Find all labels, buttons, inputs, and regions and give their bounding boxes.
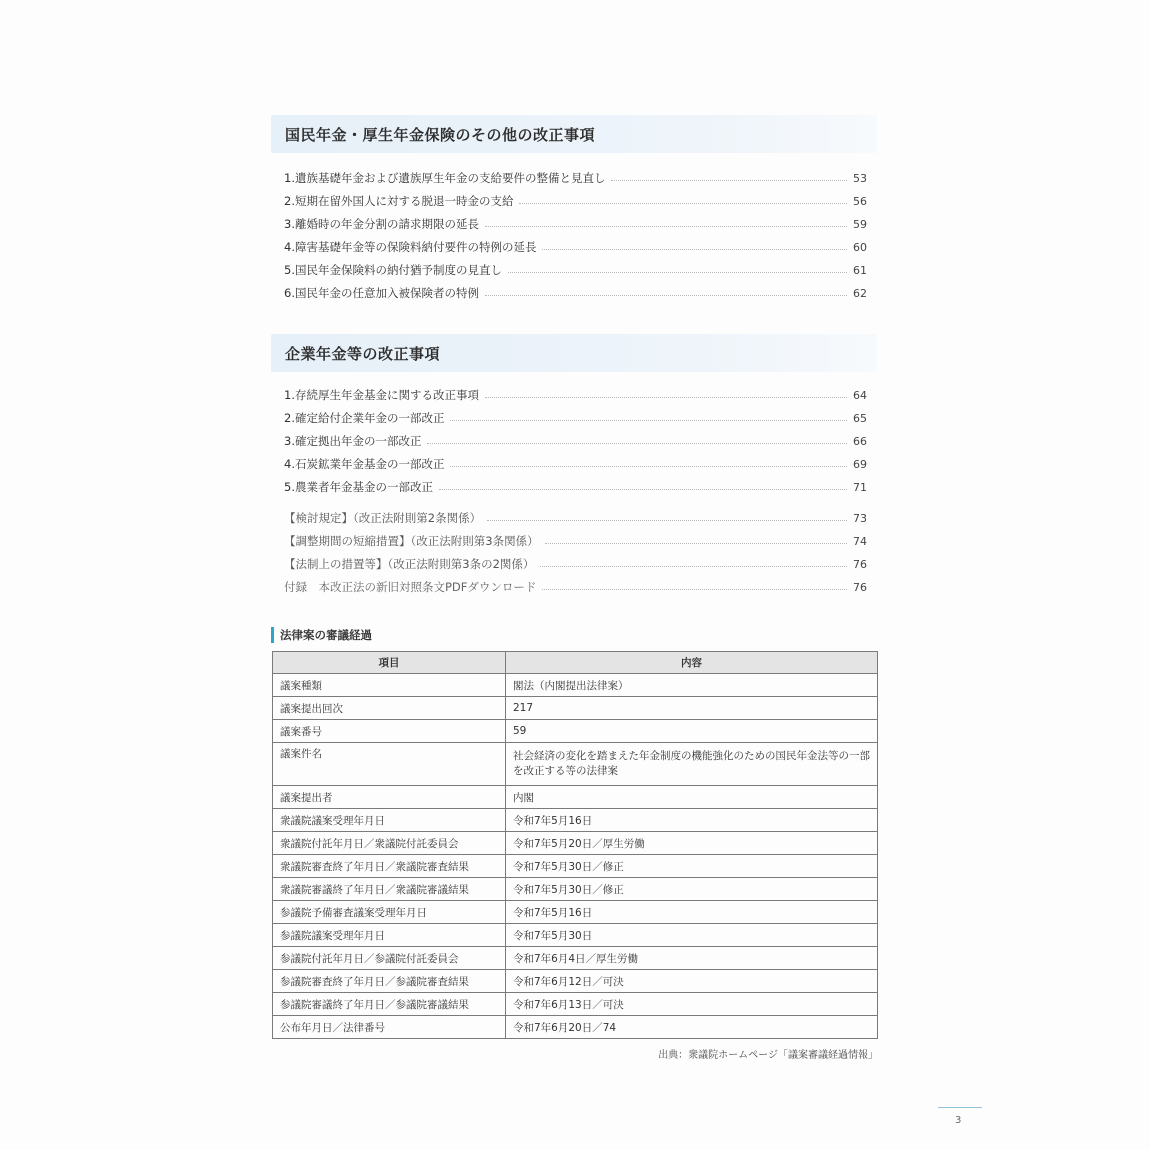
toc-item-label: 付録 本改正法の新旧対照条文PDFダウンロード <box>284 580 537 594</box>
leader-dots <box>519 203 847 204</box>
toc-item-page: 65 <box>853 411 867 425</box>
cell-content: 社会経済の変化を踏まえた年金制度の機能強化のための国民年金法等の一部を改正する等の法律案 <box>506 743 878 786</box>
toc-item-page: 73 <box>853 511 867 525</box>
cell-item: 参議院議案受理年月日 <box>273 924 506 947</box>
section-header-national-pension <box>271 115 877 153</box>
toc-item-label: 2.短期在留外国人に対する脱退一時金の支給 <box>284 194 514 208</box>
toc-item[interactable] <box>284 410 867 426</box>
toc-item-page: 76 <box>853 557 867 571</box>
toc-item-label: 5.農業者年金基金の一部改正 <box>284 480 433 494</box>
table-row <box>273 786 878 809</box>
toc-appendix-item[interactable] <box>284 579 867 595</box>
leader-dots <box>450 466 847 467</box>
toc-item-page: 76 <box>853 580 867 594</box>
cell-item: 公布年月日／法律番号 <box>273 1016 506 1039</box>
leader-dots <box>487 520 847 521</box>
table-row <box>273 1016 878 1039</box>
table-row <box>273 924 878 947</box>
toc-item-page: 62 <box>853 286 867 300</box>
toc-item-page: 60 <box>853 240 867 254</box>
column-header-item: 項目 <box>273 652 506 674</box>
cell-item: 参議院予備審査議案受理年月日 <box>273 901 506 924</box>
toc-item-page: 71 <box>853 480 867 494</box>
toc-item[interactable] <box>284 285 867 301</box>
cell-content: 令和7年6月4日／厚生労働 <box>506 947 878 970</box>
cell-content: 閣法（内閣提出法律案） <box>506 674 878 697</box>
section-title: 企業年金等の改正事項 <box>285 345 441 363</box>
table-row <box>273 878 878 901</box>
toc-item-page: 66 <box>853 434 867 448</box>
leader-dots <box>450 420 847 421</box>
leader-dots <box>611 180 847 181</box>
deliberation-title: 法律案の審議経過 <box>271 627 372 643</box>
cell-content: 内閣 <box>506 786 878 809</box>
toc-item-label: 3.離婚時の年金分割の請求期限の延長 <box>284 217 479 231</box>
cell-item: 衆議院議案受理年月日 <box>273 809 506 832</box>
toc-item-page: 53 <box>853 171 867 185</box>
cell-content: 令和7年5月30日 <box>506 924 878 947</box>
deliberation-table <box>272 651 878 1039</box>
toc-item[interactable] <box>284 479 867 495</box>
toc-item-label: 5.国民年金保険料の納付猶予制度の見直し <box>284 263 502 277</box>
toc-item-label: 【法制上の措置等】（改正法附則第3条の2関係） <box>284 557 535 571</box>
leader-dots <box>540 566 847 567</box>
toc-item[interactable] <box>284 239 867 255</box>
leader-dots <box>427 443 847 444</box>
toc-item-page: 69 <box>853 457 867 471</box>
page-number: 3 <box>955 1115 962 1126</box>
cell-item: 議案番号 <box>273 720 506 743</box>
table-row <box>273 855 878 878</box>
table-row <box>273 697 878 720</box>
toc-extra-item[interactable] <box>284 533 867 549</box>
toc-item-label: 1.遺族基礎年金および遺族厚生年金の支給要件の整備と見直し <box>284 171 606 185</box>
cell-item: 衆議院審査終了年月日／衆議院審査結果 <box>273 855 506 878</box>
table-row <box>273 970 878 993</box>
toc-item-label: 3.確定拠出年金の一部改正 <box>284 434 422 448</box>
toc-item[interactable] <box>284 193 867 209</box>
toc-item-page: 64 <box>853 388 867 402</box>
section-header-corporate-pension <box>271 334 877 372</box>
table-row <box>273 720 878 743</box>
toc-item[interactable] <box>284 433 867 449</box>
cell-content: 59 <box>506 720 878 743</box>
cell-content: 令和7年5月20日／厚生労働 <box>506 832 878 855</box>
leader-dots <box>485 397 847 398</box>
cell-item: 議案提出回次 <box>273 697 506 720</box>
cell-item: 議案種類 <box>273 674 506 697</box>
cell-content: 217 <box>506 697 878 720</box>
cell-item: 議案提出者 <box>273 786 506 809</box>
cell-item: 参議院審査終了年月日／参議院審査結果 <box>273 970 506 993</box>
toc-item-label: 【検討規定】（改正法附則第2条関係） <box>284 511 482 525</box>
page-number-rule <box>938 1107 982 1108</box>
table-row <box>273 809 878 832</box>
leader-dots <box>439 489 847 490</box>
cell-item: 議案件名 <box>273 743 506 786</box>
cell-content: 令和7年5月30日／修正 <box>506 855 878 878</box>
cell-content: 令和7年5月16日 <box>506 809 878 832</box>
toc-item-label: 4.石炭鉱業年金基金の一部改正 <box>284 457 445 471</box>
cell-content: 令和7年6月13日／可決 <box>506 993 878 1016</box>
table-row <box>273 674 878 697</box>
toc-item-label: 2.確定給付企業年金の一部改正 <box>284 411 445 425</box>
toc-item[interactable] <box>284 216 867 232</box>
leader-dots <box>508 272 847 273</box>
toc-item-label: 1.存続厚生年金基金に関する改正事項 <box>284 388 479 402</box>
leader-dots <box>542 589 847 590</box>
leader-dots <box>485 295 847 296</box>
table-row <box>273 993 878 1016</box>
column-header-content: 内容 <box>506 652 878 674</box>
table-header-row <box>273 652 878 674</box>
leader-dots <box>542 249 847 250</box>
toc-item[interactable] <box>284 262 867 278</box>
toc-item[interactable] <box>284 456 867 472</box>
toc-item-page: 61 <box>853 263 867 277</box>
toc-item-page: 59 <box>853 217 867 231</box>
leader-dots <box>485 226 847 227</box>
toc-item-page: 56 <box>853 194 867 208</box>
table-row <box>273 743 878 786</box>
toc-item-label: 6.国民年金の任意加入被保険者の特例 <box>284 286 479 300</box>
table-row <box>273 901 878 924</box>
toc-item-label: 【調整期間の短縮措置】（改正法附則第3条関係） <box>284 534 539 548</box>
cell-item: 衆議院審議終了年月日／衆議院審議結果 <box>273 878 506 901</box>
cell-content: 令和7年5月16日 <box>506 901 878 924</box>
leader-dots <box>545 543 847 544</box>
toc-item[interactable] <box>284 170 867 186</box>
toc-item-label: 4.障害基礎年金等の保険料納付要件の特例の延長 <box>284 240 537 254</box>
cell-content: 令和7年6月20日／74 <box>506 1016 878 1039</box>
toc-extra-item[interactable] <box>284 556 867 572</box>
source-note: 出典：衆議院ホームページ「議案審議経過情報」 <box>658 1050 878 1061</box>
section-title: 国民年金・厚生年金保険のその他の改正事項 <box>285 126 596 144</box>
cell-content: 令和7年6月12日／可決 <box>506 970 878 993</box>
cell-item: 衆議院付託年月日／衆議院付託委員会 <box>273 832 506 855</box>
toc-item-page: 74 <box>853 534 867 548</box>
toc-item[interactable] <box>284 387 867 403</box>
cell-item: 参議院付託年月日／参議院付託委員会 <box>273 947 506 970</box>
cell-item: 参議院審議終了年月日／参議院審議結果 <box>273 993 506 1016</box>
cell-content: 令和7年5月30日／修正 <box>506 878 878 901</box>
table-row <box>273 947 878 970</box>
toc-extra-item[interactable] <box>284 510 867 526</box>
table-row <box>273 832 878 855</box>
